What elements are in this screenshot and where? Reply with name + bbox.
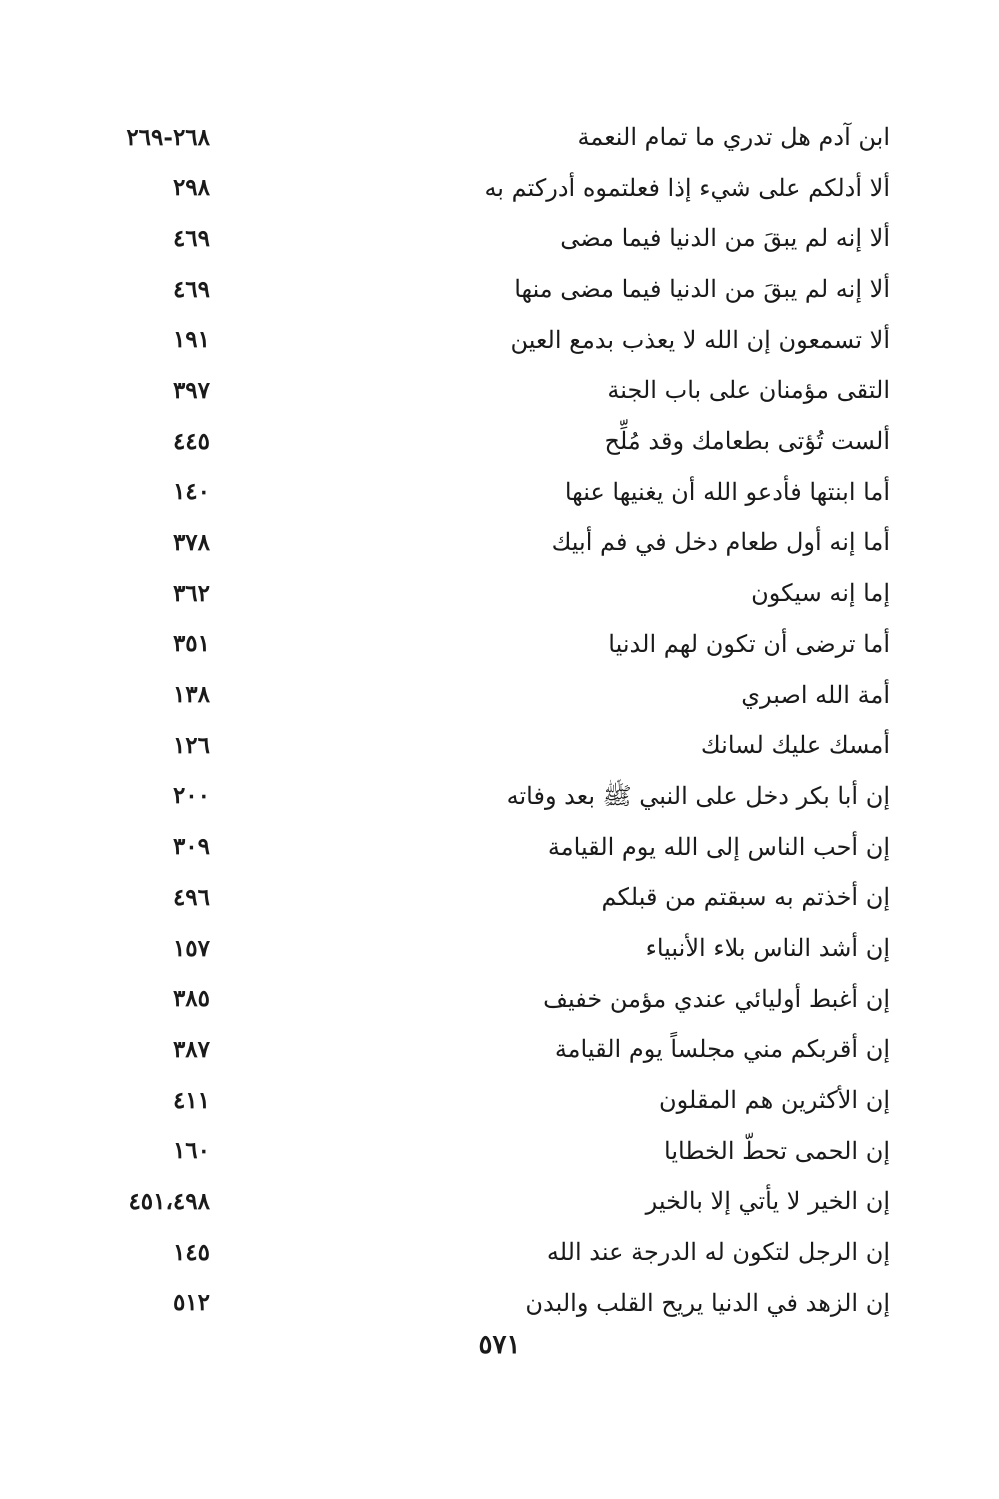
index-entry — [100, 315, 890, 366]
page-number: ٥٧١ — [478, 1330, 521, 1360]
entry-text: إن الرجل لتكون له الدرجة عند الله — [546, 1238, 890, 1267]
entry-text: إن الخير لا يأتي إلا بالخير — [645, 1187, 890, 1216]
index-entry — [100, 1024, 890, 1075]
entry-pages: ١٩١ — [172, 326, 210, 354]
entry-pages: ١٥٧ — [172, 934, 210, 962]
entry-text: أمسك عليك لسانك — [700, 731, 890, 760]
entry-text: إن أخذتم به سبقتم من قبلكم — [601, 883, 890, 912]
entry-pages: ٤٩٦ — [172, 883, 210, 911]
entry-text: أما ابنتها فأدعو الله أن يغنيها عنها — [564, 477, 890, 506]
index-entry — [100, 822, 890, 873]
index-entry — [100, 1278, 890, 1329]
index-entry — [100, 568, 890, 619]
index-entry — [100, 416, 890, 467]
entry-pages: ٣٥١ — [172, 630, 210, 658]
entry-text: إن الحمى تحطّ الخطايا — [664, 1136, 890, 1165]
entry-pages: ٤٦٩ — [172, 275, 210, 303]
index-entry — [100, 619, 890, 670]
entry-pages: ٢٦٨-٢٦٩ — [126, 123, 210, 151]
entry-pages: ٤٤٥ — [172, 427, 210, 455]
entry-pages: ٢٠٠ — [172, 782, 210, 810]
index-entry — [100, 1075, 890, 1126]
entry-text: ابن آدم هل تدري ما تمام النعمة — [577, 122, 890, 151]
entry-text: إما إنه سيكون — [751, 579, 890, 608]
entry-text: ألا إنه لم يبقَ من الدنيا فيما مضى منها — [514, 275, 890, 303]
entry-pages: ٢٩٨ — [172, 174, 210, 202]
entry-text: إن أبا بكر دخل على النبي ﷺ بعد وفاته — [506, 781, 890, 810]
entry-pages: ١٤٥ — [172, 1238, 210, 1266]
entry-pages: ١٤٠ — [172, 478, 210, 506]
index-entry — [100, 974, 890, 1025]
entry-pages: ١٣٨ — [172, 681, 210, 709]
entry-pages: ١٢٦ — [172, 731, 210, 759]
index-entry — [100, 1176, 890, 1227]
entry-text: إن أغبط أوليائي عندي مؤمن خفيف — [543, 984, 890, 1013]
entry-text: إن الأكثرين هم المقلون — [659, 1086, 890, 1114]
entry-pages: ٣٧٨ — [172, 529, 210, 557]
entry-text: ألا إنه لم يبقَ من الدنيا فيما مضى — [560, 224, 890, 253]
entry-text: إن أقربكم مني مجلساً يوم القيامة — [554, 1035, 890, 1064]
entry-text: ألا أدلكم على شيء إذا فعلتموه أدركتم به — [484, 173, 890, 202]
index-entry — [100, 163, 890, 214]
entry-text: أما ترضى أن تكون لهم الدنيا — [608, 629, 890, 658]
entry-pages: ٤٥١،٤٩٨ — [128, 1187, 210, 1215]
index-entry — [100, 365, 890, 416]
entry-pages: ٣٠٩ — [172, 833, 210, 861]
entry-text: أما إنه أول طعام دخل في فم أبيك — [551, 528, 890, 557]
entry-text: ألا تسمعون إن الله لا يعذب بدمع العين — [510, 325, 890, 354]
index-entry — [100, 1227, 890, 1278]
index-entry — [100, 518, 890, 569]
entry-pages: ١٦٠ — [172, 1137, 210, 1165]
entry-pages: ٥١٢ — [172, 1289, 210, 1317]
index-entry — [100, 213, 890, 264]
index-entry — [100, 923, 890, 974]
entry-text: أمة الله اصبري — [741, 680, 890, 709]
entry-text: إن أشد الناس بلاء الأنبياء — [645, 933, 890, 962]
entry-text: إن أحب الناس إلى الله يوم القيامة — [547, 832, 890, 861]
index-entry — [100, 467, 890, 518]
index-entry — [100, 670, 890, 721]
hadith-index-list — [100, 112, 890, 1329]
entry-pages: ٣٨٧ — [172, 1035, 210, 1063]
entry-text: إن الزهد في الدنيا يريح القلب والبدن — [525, 1288, 890, 1317]
index-entry — [100, 264, 890, 315]
entry-pages: ٣٦٢ — [172, 579, 210, 607]
entry-pages: ٤١١ — [172, 1086, 210, 1114]
entry-text: التقى مؤمنان على باب الجنة — [607, 376, 890, 405]
entry-pages: ٣٩٧ — [172, 376, 210, 404]
index-entry — [100, 112, 890, 163]
index-entry — [100, 872, 890, 923]
entry-pages: ٤٦٩ — [172, 224, 210, 252]
index-entry — [100, 1126, 890, 1177]
entry-text: ألست تُؤتى بطعامك وقد مُلِّح — [604, 427, 890, 456]
index-entry — [100, 720, 890, 771]
entry-pages: ٣٨٥ — [172, 985, 210, 1013]
index-entry — [100, 771, 890, 822]
